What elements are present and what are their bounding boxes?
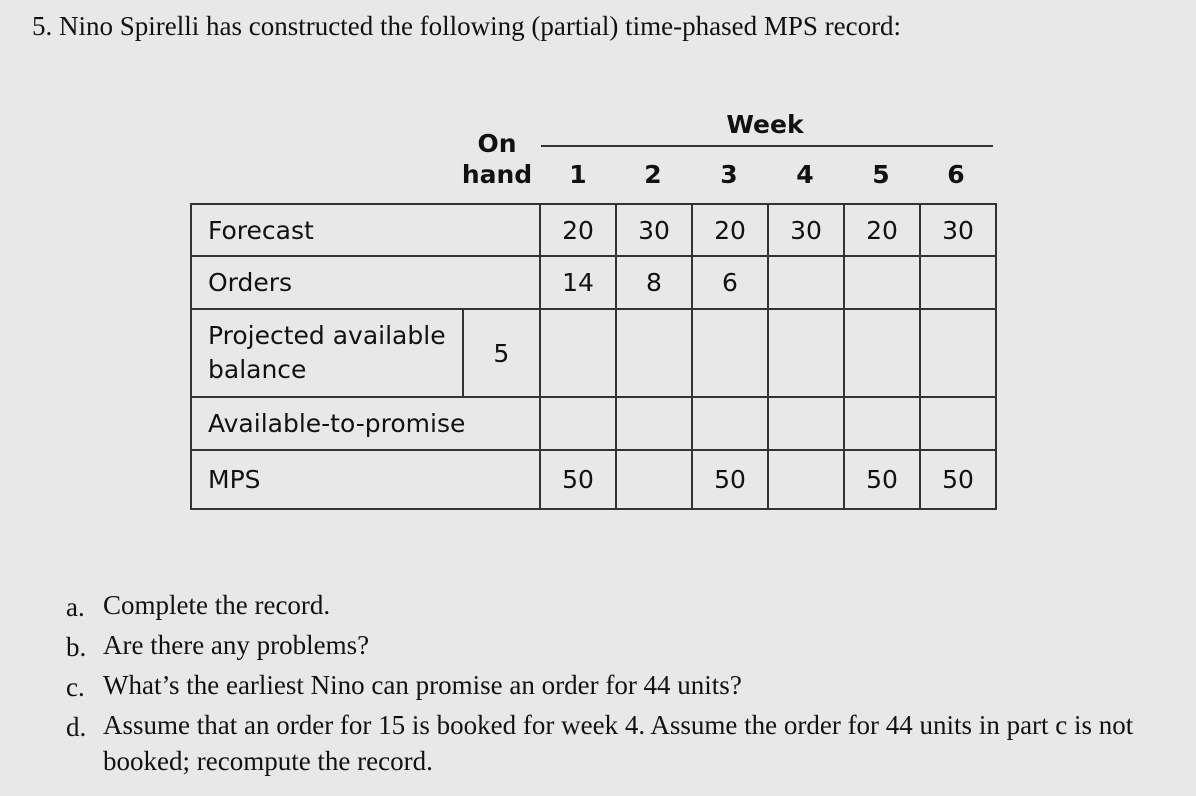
forecast-label: Forecast [191, 204, 540, 256]
mps-week-3: 50 [692, 450, 768, 509]
mps-row [191, 450, 996, 509]
atp-week-1 [540, 397, 616, 450]
part-d-text: Assume that an order for 15 is booked for week 4. Assume the order for 44 units in part c is not booked; recompute the record. [103, 710, 1134, 776]
orders-week-3: 6 [692, 256, 768, 309]
week-number-4: 4 [796, 160, 814, 189]
forecast-week-1: 20 [540, 204, 616, 256]
orders-row [191, 256, 996, 309]
pab-week-2 [616, 309, 692, 397]
pab-week-6 [920, 309, 996, 397]
available-to-promise-row [191, 397, 996, 450]
forecast-week-4: 30 [768, 204, 844, 256]
atp-week-5 [844, 397, 920, 450]
mps-week-2 [616, 450, 692, 509]
mps-label: MPS [191, 450, 540, 509]
projected-available-balance-row [191, 309, 996, 397]
part-a-text: Complete the record. [103, 590, 331, 620]
week-header: Week [726, 110, 804, 139]
forecast-week-2: 30 [616, 204, 692, 256]
part-b-letter: b. [66, 632, 87, 662]
week-number-2: 2 [644, 160, 662, 189]
pab-label-line2: balance [208, 355, 307, 384]
orders-week-4 [768, 256, 844, 309]
part-a [66, 587, 1193, 627]
forecast-week-3: 20 [692, 204, 768, 256]
part-b [66, 627, 1193, 667]
question-parts-list [66, 587, 1193, 779]
forecast-week-6: 30 [920, 204, 996, 256]
orders-week-5 [844, 256, 920, 309]
part-a-letter: a. [66, 592, 85, 622]
part-d [66, 707, 1193, 779]
pab-on-hand: 5 [463, 309, 540, 397]
on-hand-header-line1: On [477, 129, 517, 158]
part-c [66, 667, 1193, 707]
atp-week-4 [768, 397, 844, 450]
mps-week-6: 50 [920, 450, 996, 509]
forecast-week-5: 20 [844, 204, 920, 256]
atp-week-6 [920, 397, 996, 450]
on-hand-header-line2: hand [461, 160, 533, 189]
mps-record-table [190, 203, 997, 510]
orders-label: Orders [191, 256, 540, 309]
part-d-letter: d. [66, 712, 87, 742]
forecast-row [191, 204, 996, 256]
orders-week-2: 8 [616, 256, 692, 309]
atp-week-2 [616, 397, 692, 450]
part-c-letter: c. [66, 672, 85, 702]
week-number-6: 6 [947, 160, 965, 189]
orders-week-6 [920, 256, 996, 309]
pab-label-line1: Projected available [208, 321, 446, 350]
atp-week-3 [692, 397, 768, 450]
pab-week-5 [844, 309, 920, 397]
orders-week-1: 14 [540, 256, 616, 309]
projected-available-balance-label [191, 309, 463, 397]
mps-week-5: 50 [844, 450, 920, 509]
week-number-5: 5 [872, 160, 890, 189]
pab-week-4 [768, 309, 844, 397]
mps-week-1: 50 [540, 450, 616, 509]
part-b-text: Are there any problems? [103, 630, 370, 660]
week-header-rule [541, 145, 993, 147]
mps-week-4 [768, 450, 844, 509]
week-number-1: 1 [569, 160, 587, 189]
week-number-3: 3 [720, 160, 738, 189]
part-c-text: What’s the earliest Nino can promise an order for 44 units? [103, 670, 742, 700]
question-text: 5. Nino Spirelli has constructed the following (partial) time-phased MPS record: [32, 11, 902, 41]
pab-week-1 [540, 309, 616, 397]
pab-week-3 [692, 309, 768, 397]
atp-label: Available-to-promise [191, 397, 540, 450]
